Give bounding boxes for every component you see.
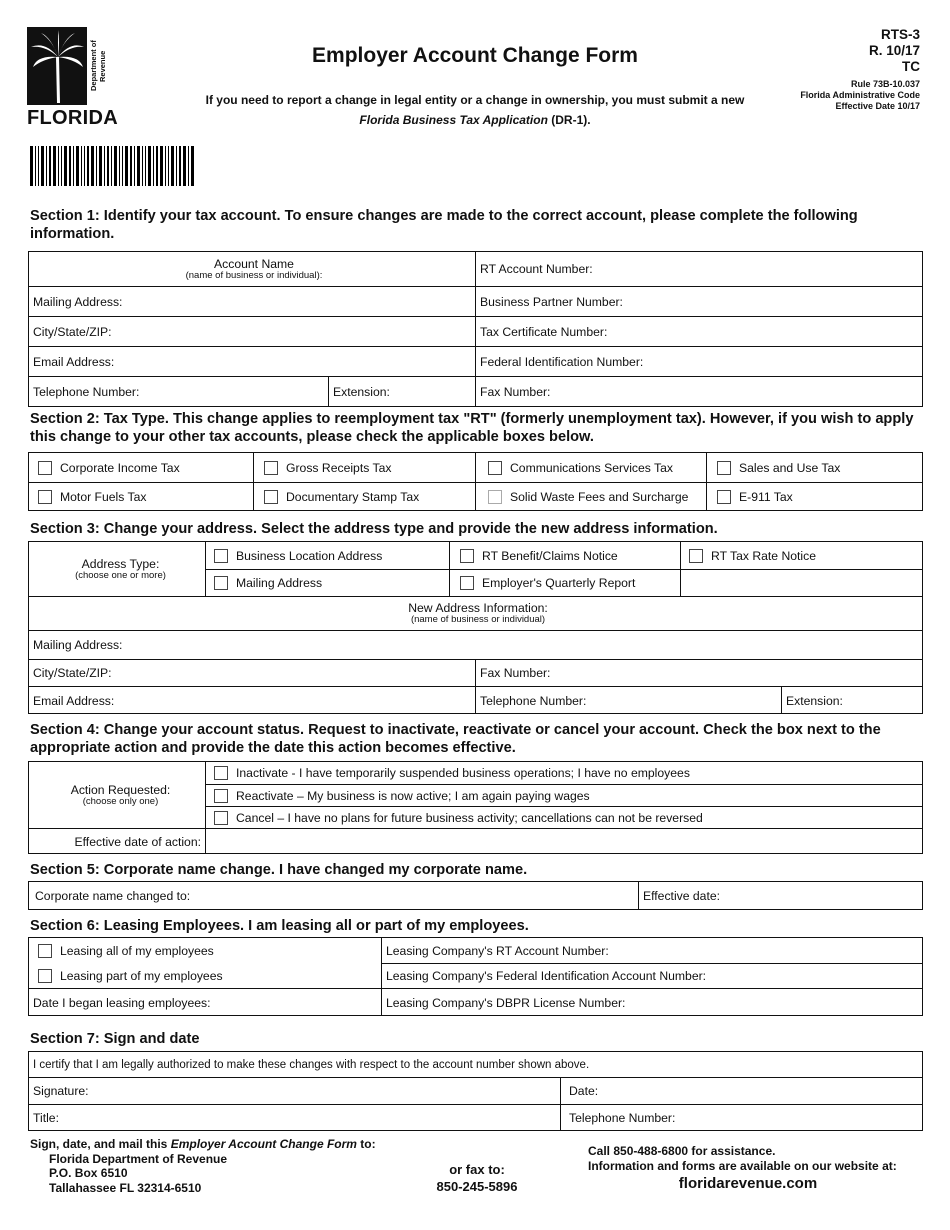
business-partner-label: Business Partner Number: [480,294,623,309]
new-address-field[interactable] [29,597,923,630]
notice-line1: If you need to report a change in legal entity or a change in ownership, you must submit a new [205,93,745,107]
new-email-field[interactable] [29,687,475,714]
page-title: Employer Account Change Form [312,44,638,67]
rule-block [720,79,920,112]
date-began-label: Date I began leasing employees: [33,995,211,1010]
address-type-label: Address Type: [81,556,160,571]
leasing-all-label: Leasing all of my employees [60,943,214,958]
new-phone-label: Telephone Number: [480,693,587,708]
address-type-sublabel: (choose one or more) [75,569,166,581]
section6-heading: Section 6: Leasing Employees. I am leasing all or part of my employees. [30,918,529,934]
corp-name-field[interactable] [29,882,638,910]
solid-waste-label: Solid Waste Fees and Surcharge [510,490,689,504]
effective-date-label: Effective date of action: [74,834,201,849]
communications-checkbox[interactable] [476,453,706,482]
city-field[interactable] [29,317,475,346]
notice [200,90,750,130]
form-id: RTS-3 [880,27,920,42]
tax-cert-label: Tax Certificate Number: [480,324,608,339]
city-label: City/State/ZIP: [33,324,112,339]
inactivate-label: Inactivate - I have temporarily suspended business operations; I have no employees [236,766,690,780]
corp-name-label: Corporate name changed to: [35,889,191,903]
gross-receipts-label: Gross Receipts Tax [286,460,392,475]
fax-block [407,1161,547,1195]
quarterly-report-label: Employer's Quarterly Report [482,576,636,590]
doc-stamp-label: Documentary Stamp Tax [286,490,420,504]
inactivate-checkbox[interactable] [206,762,923,784]
corporate-income-label: Corporate Income Tax [60,460,180,475]
email-label: Email Address: [33,354,115,369]
tax-cert-field[interactable] [476,317,923,346]
form-tc: TC [902,59,920,74]
effective-date-input[interactable] [206,829,923,854]
new-fax-field[interactable] [476,660,923,686]
doc-stamp-checkbox[interactable] [254,483,475,511]
new-city-label: City/State/ZIP: [33,666,112,680]
new-mailing-label: Mailing Address: [33,638,123,652]
mail-suffix: to: [356,1137,376,1151]
info-text: Information and forms are available on our website at: [588,1158,897,1173]
rt-benefit-checkbox[interactable] [450,542,680,569]
palm-tree-icon [27,27,87,105]
phone-field[interactable] [29,377,328,407]
reactivate-label: Reactivate – My business is now active; I am again paying wages [236,788,590,803]
business-partner-field[interactable] [476,287,923,316]
corp-effective-date-label: Effective date: [643,889,721,903]
solid-waste-checkbox[interactable] [476,483,706,511]
address-type-label-cell [29,542,205,596]
action-requested-sublabel: (choose only one) [82,795,159,807]
sign-date-field[interactable] [561,1078,923,1104]
sales-use-checkbox[interactable] [707,453,923,482]
extension-label: Extension: [333,385,390,399]
section7-table [28,1051,923,1131]
form-revision: R. 10/17 [868,43,920,58]
new-address-sublabel: (name of business or individual) [410,614,546,626]
sign-phone-field[interactable] [561,1105,923,1131]
communications-label: Communications Services Tax [510,460,674,475]
fax-label: or fax to: [449,1162,505,1177]
motor-fuels-label: Motor Fuels Tax [60,490,147,504]
motor-fuels-checkbox[interactable] [29,483,253,511]
extension-field[interactable] [329,377,475,407]
logo-vertical-text: Department of Revenue [89,40,107,92]
form-id-block [760,27,920,75]
new-phone-field[interactable] [476,687,781,714]
corp-effective-date-field[interactable] [639,882,923,910]
cancel-checkbox[interactable] [206,807,923,828]
leasing-dbpr-label: Leasing Company's DBPR License Number: [386,995,626,1010]
new-address-label: New Address Information: [408,601,548,616]
barcode [30,146,262,186]
business-location-label: Business Location Address [236,548,383,563]
business-location-checkbox[interactable] [206,542,449,569]
section2-heading: Section 2: Tax Type. This change applies to reemployment tax "RT" (formerly unemployment tax). However, if you wish to apply this change to your other tax accounts, please check the applicable boxes below. [30,411,914,445]
fax-field[interactable] [476,377,923,407]
mailing-address-label: Mailing Address: [33,294,123,309]
sign-phone-label: Telephone Number: [569,1111,676,1125]
notice-form-code: (DR-1). [547,113,591,127]
mail-line [30,1137,376,1152]
section3-table [28,541,923,714]
leasing-rt-field[interactable] [382,938,923,963]
website-link[interactable]: floridarevenue.com [678,1175,818,1192]
leasing-part-label: Leasing part of my employees [60,968,223,983]
mailing-address-field[interactable] [29,287,475,316]
cancel-label: Cancel – I have no plans for future business activity; cancellations can not be reversed [236,810,703,825]
new-extension-field[interactable] [782,687,923,714]
logo-text: FLORIDA [27,107,118,129]
section7-heading: Section 7: Sign and date [30,1031,200,1047]
account-name-sublabel: (name of business or individual): [185,269,323,281]
rt-account-field[interactable] [476,252,923,286]
rt-benefit-label: RT Benefit/Claims Notice [482,548,618,563]
e911-checkbox[interactable] [707,483,923,511]
certify-text: I certify that I am legally authorized to make these changes with respect to the account number shown above. [33,1058,590,1071]
notice-form-name: Florida Business Tax Application [359,113,548,127]
section6-table [28,937,923,1016]
fax-label: Fax Number: [480,385,551,399]
leasing-dbpr-field[interactable] [382,989,923,1016]
email-field[interactable] [29,347,475,376]
rt-rate-label: RT Tax Rate Notice [711,548,816,563]
action-requested-cell [29,762,205,828]
signature-label: Signature: [33,1084,89,1098]
mail-prefix: Sign, date, and mail this [30,1137,171,1151]
fein-label: Federal Identification Number: [480,354,644,369]
call-text: Call 850-488-6800 for assistance. [588,1144,776,1158]
leasing-part-checkbox[interactable] [29,963,381,988]
effective-date: Effective Date 10/17 [835,101,920,111]
section1-table [28,251,923,407]
mail-address-2: P.O. Box 6510 [49,1166,128,1180]
phone-label: Telephone Number: [33,385,140,399]
reactivate-checkbox[interactable] [206,785,923,806]
mailing-address-option-label: Mailing Address [236,576,323,590]
section1-heading: Section 1: Identify your tax account. To ensure changes are made to the correct account, please complete the following information. [30,208,858,242]
leasing-rt-label: Leasing Company's RT Account Number: [386,943,609,958]
section4-heading: Section 4: Change your account status. Request to inactivate, reactivate or cancel your account. Check the box next to the appropriate action and provide the date this action becomes effective. [30,722,881,756]
admin-code: Florida Administrative Code [800,90,920,100]
new-email-label: Email Address: [33,693,115,708]
new-mailing-field[interactable] [29,631,923,659]
rule: Rule 73B-10.037 [850,79,920,89]
sales-use-label: Sales and Use Tax [739,460,841,475]
mail-address-1: Florida Department of Revenue [49,1151,228,1166]
mailing-address-checkbox[interactable] [206,570,449,596]
section2-table [28,452,923,511]
rt-account-label: RT Account Number: [480,262,593,276]
notice-line2 [200,110,750,130]
corporate-income-checkbox[interactable] [29,453,253,482]
e911-label: E-911 Tax [739,490,793,504]
new-extension-label: Extension: [786,693,843,708]
mail-address-3: Tallahassee FL 32314-6510 [49,1180,202,1195]
new-fax-label: Fax Number: [480,666,551,680]
fein-field[interactable] [476,347,923,376]
account-name-label: Account Name [214,256,294,271]
date-began-field[interactable] [29,989,381,1016]
certify-statement [29,1052,923,1077]
section5-table [28,881,923,910]
gross-receipts-checkbox[interactable] [254,453,475,482]
leasing-all-checkbox[interactable] [29,938,381,963]
sign-date-label: Date: [569,1084,599,1098]
leasing-fein-field[interactable] [382,964,923,988]
action-requested-label: Action Requested: [70,782,171,797]
rt-rate-checkbox[interactable] [681,542,923,569]
signature-field[interactable] [29,1078,560,1104]
mail-instructions [30,1137,376,1195]
effective-date-label-cell [29,829,205,854]
fax-number: 850-245-5896 [436,1179,518,1194]
leasing-fein-label: Leasing Company's Federal Identification Account Number: [386,969,707,983]
title-label: Title: [33,1111,59,1125]
account-name-field[interactable] [29,252,475,286]
new-city-field[interactable] [29,660,475,686]
mail-form-name: Employer Account Change Form [170,1137,357,1151]
assistance-block [588,1144,928,1195]
quarterly-report-checkbox[interactable] [450,570,680,596]
section3-heading: Section 3: Change your address. Select the address type and provide the new address information. [30,521,718,537]
title-field[interactable] [29,1105,560,1131]
section5-heading: Section 5: Corporate name change. I have changed my corporate name. [30,862,528,878]
section4-table [28,761,923,854]
florida-logo [27,27,118,129]
